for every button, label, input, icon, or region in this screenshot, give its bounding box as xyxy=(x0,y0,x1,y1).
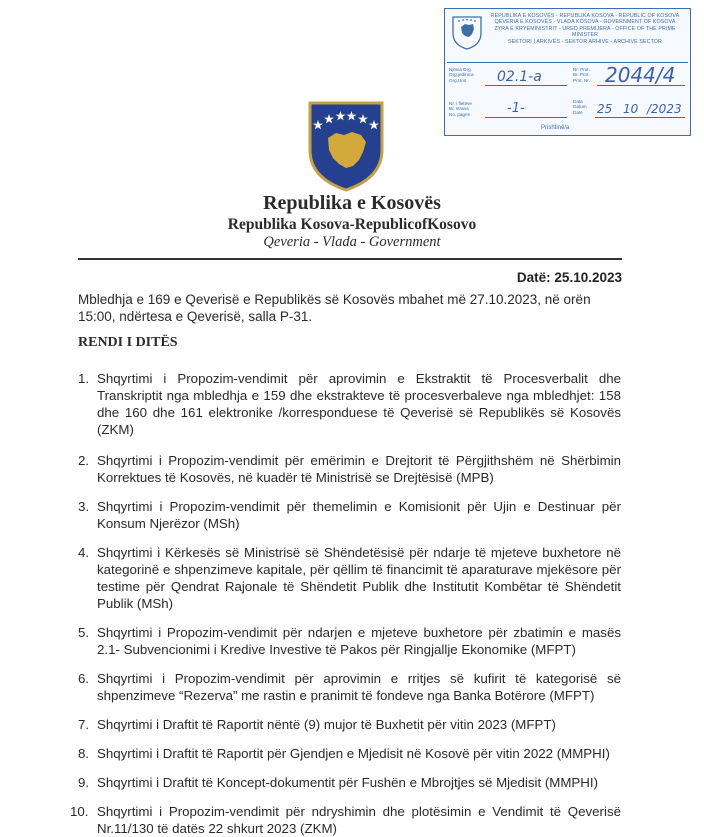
stamp-pages-value: -1- xyxy=(507,101,525,116)
government-line: Qeveria - Vlada - Government xyxy=(263,234,441,250)
stamp-pages-label-line: Nr. i fletëve xyxy=(449,101,472,106)
agenda-item-number: 3. xyxy=(78,499,90,514)
page-title: Republika e Kosovës xyxy=(263,192,441,214)
stamp-header xyxy=(485,13,685,45)
stamp-org-label-line: Org.Unit xyxy=(449,77,467,83)
stamp-emblem-icon xyxy=(451,15,483,51)
stamp-header-line: REPUBLIKA E KOSOVËS - REPUBLIKA KOSOVA - REPUBLIC OF KOSOVA xyxy=(490,13,680,19)
agenda-item-text: Shqyrtimi i Draftit të Raportit për Gjendjen e Mjedisit në Kosovë për vitin 2022 (MMPHI) xyxy=(97,746,610,761)
agenda-title: RENDI I DITËS xyxy=(78,335,178,350)
stamp-pages-label-line: Br. strana xyxy=(449,106,469,112)
agenda-item xyxy=(70,803,621,837)
stamp-date-month: 10 xyxy=(623,102,639,116)
agenda-item xyxy=(78,745,621,762)
document-date: Datë: 25.10.2023 xyxy=(516,270,622,285)
stamp-org-line xyxy=(485,85,567,86)
agenda-item xyxy=(78,716,621,733)
agenda-item xyxy=(78,624,621,658)
stamp-date-label-line: Data xyxy=(573,99,583,104)
stamp-header-line: SEKTORI I ARKIVËS - SEKTOR ARHIVE - ARCHIVE SECTOR xyxy=(508,38,662,45)
agenda-item-text: Shqyrtimi i Propozim-vendimit për aprovimin e Ekstraktit të Procesverbalit dhe Transkriptit nga mbledhja e 159 dhe ekstrakteve të procesverbaleve nga mbledhjet: 158 dhe 160 dhe 161 elektronike /korresponduese të Qeverisë së Republikës së Kosovës (ZKM) xyxy=(97,371,621,437)
agenda-item xyxy=(78,670,621,704)
agenda-item-number: 4. xyxy=(78,545,90,560)
stamp-date-day: 25 xyxy=(597,102,613,116)
stamp-header-line: QEVERIA E KOSOVËS - VLADA KOSOVA - GOVERNMENT OF KOSOVA xyxy=(494,19,676,26)
stamp-org-label-line: Org.jedinica xyxy=(449,72,474,78)
stamp-org-label-line: Njësia Org. xyxy=(449,67,472,72)
page-subtitle: Republika Kosova-RepublicofKosovo xyxy=(227,216,477,233)
agenda-item-text: Shqyrtimi i Draftit të Raportit nëntë (9) mujor të Buxhetit për vitin 2023 (MFPT) xyxy=(97,717,556,732)
stamp-date-label xyxy=(573,99,587,115)
stamp-protocol-label-line: Prot. Nr. xyxy=(573,77,590,83)
stamp-protocol-line xyxy=(597,85,685,86)
stamp-protocol-value: 2044/4 xyxy=(605,63,676,87)
agenda-item-number: 10. xyxy=(70,804,89,819)
agenda-item-text: Shqyrtimi i Kërkesës së Ministrisë së Shëndetësisë për ndarje të mjeteve buxhetore në kategorinë e shpenzimeve kapitale, për qëllim të financimit të aparaturave mjekësore për testime për Qendrat Rajonale të Shëndetit Publik dhe Institutit Kombëtar të Shëndetit Publik (MSh) xyxy=(97,545,621,611)
agenda-item-text: Shqyrtimi i Propozim-vendimit për emërimin e Drejtorit të Përgjithshëm në Shërbimin Korrektues të Kosovës, në kuadër të Ministrisë se Drejtësisë (MPB) xyxy=(97,453,621,485)
agenda-item-text: Shqyrtimi i Propozim-vendimit për aprovimin e rritjes së kufirit të kategorisë së shpenzimeve “Rezerva” me rastin e pranimit të fondeve nga Banka Botërore (MFPT) xyxy=(97,671,621,703)
agenda-item-number: 8. xyxy=(78,746,90,761)
stamp-date-line xyxy=(595,117,685,118)
agenda-item xyxy=(78,544,621,612)
agenda-item-number: 9. xyxy=(78,775,90,790)
agenda-item xyxy=(78,774,621,791)
archive-stamp xyxy=(444,8,691,136)
intro-paragraph: Mbledhja e 169 e Qeverisë e Republikës së Kosovës mbahet më 27.10.2023, në orën 15:00, ndërtesa e Qeverisë, salla P-31. xyxy=(78,292,591,324)
agenda-item xyxy=(78,498,621,532)
agenda-item-number: 7. xyxy=(78,717,90,732)
agenda-item-number: 6. xyxy=(78,671,90,686)
agenda-item-number: 5. xyxy=(78,625,90,640)
stamp-place: Prishtinë/a xyxy=(541,125,570,131)
stamp-date-year: /2023 xyxy=(647,102,682,116)
stamp-org-label xyxy=(449,67,474,83)
stamp-pages-label-line: No. pages xyxy=(449,111,470,117)
stamp-header-line: ZYRA E KRYEMINISTRIT - URED PREMIJERA - OFFICE OF THE PRIME MINISTER xyxy=(494,25,676,39)
stamp-protocol-label xyxy=(573,67,590,83)
stamp-date-label-line: Datum xyxy=(573,104,587,110)
agenda-list xyxy=(70,370,621,837)
agenda-item-text: Shqyrtimi i Propozim-vendimit për themelimin e Komisionit për Ujin e Destinuar për Konsum Njerëzor (MSh) xyxy=(97,499,621,531)
agenda-item-number: 2. xyxy=(78,453,90,468)
agenda-item-text: Shqyrtimi i Draftit të Koncept-dokumentit për Fushën e Mbrojtjes së Mjedisit (MMPHI) xyxy=(97,775,599,790)
kosovo-coat-of-arms-icon xyxy=(306,100,386,192)
stamp-protocol-label-line: Br. Prot. xyxy=(573,72,590,78)
agenda-item-number: 1. xyxy=(78,371,90,386)
agenda-item xyxy=(78,370,621,438)
header-divider xyxy=(78,258,622,260)
stamp-pages-line xyxy=(485,117,567,118)
stamp-date-label-line: Date xyxy=(573,109,583,115)
agenda-item-text: Shqyrtimi i Propozim-vendimit për ndarjen e mjeteve buxhetore për zbatimin e masës 2.1- Subvencionimi i Kredive Investive të Pakos për Ringjallje Ekonomike (MFPT) xyxy=(97,625,621,657)
agenda-item-text: Shqyrtimi i Propozim-vendimit për ndryshimin dhe plotësimin e Vendimit të Qeverisë Nr.11/130 të datës 22 shkurt 2023 (ZKM) xyxy=(97,804,621,836)
stamp-org-value: 02.1-a xyxy=(497,69,542,85)
stamp-pages-label xyxy=(449,101,472,117)
stamp-protocol-label-line: Nr. Prot. xyxy=(573,67,590,72)
agenda-item xyxy=(78,452,621,486)
